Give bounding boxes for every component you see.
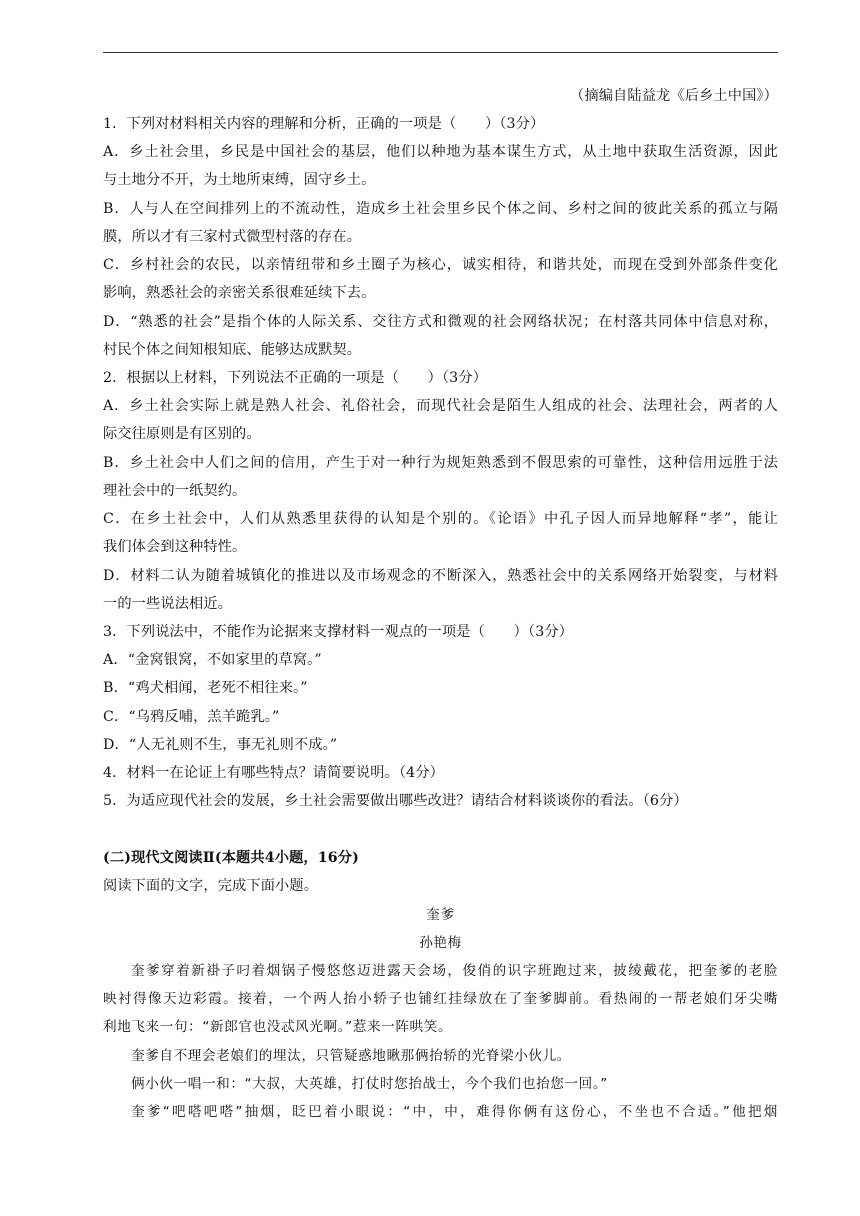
question-1-option-d-line-1: D．“熟悉的社会”是指个体的人际关系、交往方式和微观的社会网络状况；在村落共同体中信息对称， — [103, 314, 778, 330]
story-paragraph-4-line-1: 奎爹“吧嗒吧嗒”抽烟，眨巴着小眼说：“中，中，难得你俩有这份心，不坐也不合适。”他把烟 — [131, 1104, 778, 1120]
story-paragraph-1-line-1: 奎爹穿着新褂子叼着烟锅子慢悠悠迈进露天会场，俊俏的识字班跑过来，披绫戴花，把奎爹的老脸 — [131, 963, 778, 979]
question-3-option-a: A．“金窝银窝，不如家里的草窝。” — [103, 652, 322, 668]
story-paragraph-1-line-2: 映衬得像天边彩霞。接着，一个两人抬小轿子也铺红挂绿放在了奎爹脚前。看热闹的一帮老娘们牙尖嘴 — [103, 991, 778, 1007]
question-1-option-c-line-2: 影响，熟悉社会的亲密关系很难延续下去。 — [103, 285, 376, 301]
question-2-option-b-line-2: 理社会中的一纸契约。 — [103, 483, 247, 499]
source-citation: （摘编自陆益龙《后乡土中国》） — [570, 88, 778, 104]
story-paragraph-1-line-3: 利地飞来一句：“新郎官也没忒风光啊。”惹来一阵哄笑。 — [103, 1019, 453, 1035]
question-5: 5．为适应现代社会的发展，乡土社会需要做出哪些改进？请结合材料谈谈你的看法。（6分） — [103, 793, 688, 809]
question-2-option-d-line-2: 一的一些说法相近。 — [103, 596, 233, 612]
question-1-option-d-line-2: 村民个体之间知根知底、能够达成默契。 — [103, 342, 362, 358]
story-paragraph-2: 奎爹自不理会老娘们的埋汰，只管疑惑地瞅那俩抬轿的光脊梁小伙儿。 — [131, 1048, 572, 1064]
question-2-option-a-line-1: A．乡土社会实际上就是熟人社会、礼俗社会，而现代社会是陌生人组成的社会、法理社会，两者的人 — [103, 398, 778, 414]
question-2-stem: 2．根据以上材料，下列说法不正确的一项是（ ）（3分） — [103, 370, 488, 386]
question-1-option-a-line-2: 与土地分不开，为土地所束缚，固守乡土。 — [103, 172, 376, 188]
question-3-stem: 3．下列说法中，不能作为论据来支撑材料一观点的一项是（ ）（3分） — [103, 624, 574, 640]
story-paragraph-3: 俩小伙一唱一和：“大叔，大英雄，打仗时您抬战士，今个我们也抬您一回。” — [131, 1076, 608, 1092]
question-4: 4．材料一在论证上有哪些特点？请简要说明。（4分） — [103, 765, 445, 781]
header-rule — [103, 52, 778, 53]
story-author: 孙艳梅 — [419, 935, 462, 951]
question-2-option-a-line-2: 际交往原则是有区别的。 — [103, 426, 261, 442]
question-3-option-d: D．“人无礼则不生，事无礼则不成。” — [103, 737, 338, 753]
question-1-option-a-line-1: A．乡土社会里，乡民是中国社会的基层，他们以种地为基本谋生方式，从土地中获取生活资源，因此 — [103, 144, 778, 160]
section-2-instruction: 阅读下面的文字，完成下面小题。 — [103, 878, 319, 894]
question-2-option-d-line-1: D．材料二认为随着城镇化的推进以及市场观念的不断深入，熟悉社会中的关系网络开始裂变，与材料 — [103, 568, 778, 584]
question-3-option-b: B．“鸡犬相闻，老死不相往来。” — [103, 680, 308, 696]
question-2-option-c-line-1: C．在乡土社会中，人们从熟悉里获得的认知是个别的。《论语》中孔子因人而异地解释“孝”，能让 — [103, 511, 778, 527]
question-1-option-c-line-1: C．乡村社会的农民，以亲情纽带和乡土圈子为核心，诚实相待，和谐共处，而现在受到外部条件变化 — [103, 257, 778, 273]
question-2-option-c-line-2: 我们体会到这种特性。 — [103, 539, 247, 555]
question-1-option-b-line-1: B．人与人在空间排列上的不流动性，造成乡土社会里乡民个体之间、乡村之间的彼此关系的孤立与隔 — [103, 201, 778, 217]
question-2-option-b-line-1: B．乡土社会中人们之间的信用，产生于对一种行为规矩熟悉到不假思索的可靠性，这种信用远胜于法 — [103, 455, 778, 471]
question-1-option-b-line-2: 膜，所以才有三家村式微型村落的存在。 — [103, 229, 362, 245]
question-1-stem: 1．下列对材料相关内容的理解和分析，正确的一项是（ ）（3分） — [103, 116, 545, 132]
story-title: 奎爹 — [426, 907, 455, 923]
section-2-heading: (二)现代文阅读Ⅱ(本题共4小题，16分) — [103, 850, 360, 866]
question-3-option-c: C．“乌鸦反哺，羔羊跪乳。” — [103, 709, 280, 725]
